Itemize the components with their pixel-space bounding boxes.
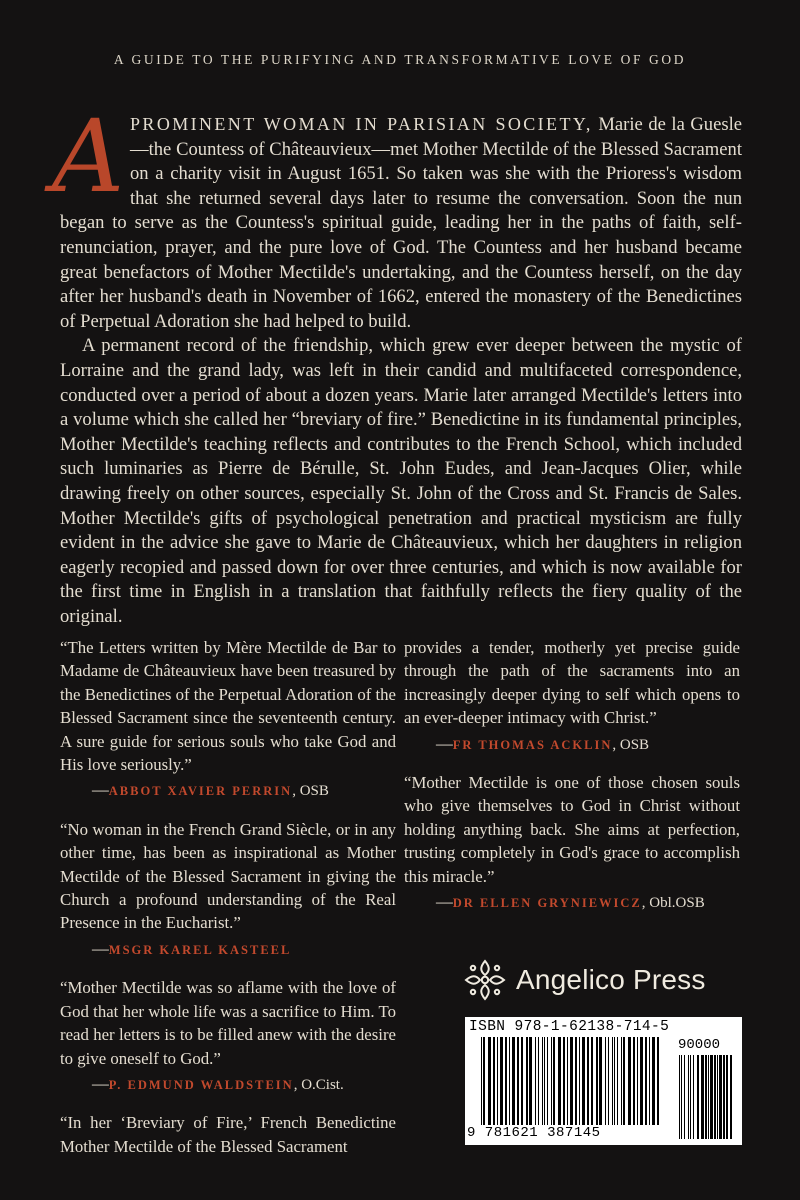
barcode-bar xyxy=(558,1037,561,1125)
barcode-bar xyxy=(640,1037,643,1125)
endorser-name: P. EDMUND WALDSTEIN xyxy=(108,1077,294,1092)
barcode-bar xyxy=(567,1037,568,1125)
endorsement-text: “No woman in the French Grand Siècle, or in any other time, has been as inspirational as Mother Mectilde of the Blessed Sacrament in giving the Church a profound understanding of the Real Presence in the Eucharist.” xyxy=(60,819,396,933)
endorser-suffix: , OSB xyxy=(612,736,650,753)
barcode-bar xyxy=(719,1055,722,1139)
endorser-name: DR ELLEN GRYNIEWICZ xyxy=(452,896,642,911)
barcode-bar xyxy=(726,1055,728,1139)
barcode-bar xyxy=(599,1037,602,1125)
barcode-bar xyxy=(553,1037,555,1125)
barcode-bar xyxy=(493,1037,495,1125)
barcode-bar xyxy=(575,1037,577,1125)
barcode-bar xyxy=(500,1037,503,1125)
barcode-bar xyxy=(684,1055,685,1139)
barcode-bar xyxy=(529,1037,532,1125)
barcode-bar xyxy=(526,1037,528,1125)
barcode-bar xyxy=(547,1037,548,1125)
endorsements-left-column xyxy=(60,636,396,1172)
barcode-bar xyxy=(596,1037,598,1125)
publisher-logo-block xyxy=(462,956,742,1004)
endorsement xyxy=(404,771,740,915)
endorser-suffix: , O.Cist. xyxy=(293,1076,344,1093)
barcode-bar xyxy=(633,1037,635,1125)
barcode-bar xyxy=(535,1037,536,1125)
endorsement xyxy=(60,976,396,1097)
barcode-bar xyxy=(542,1037,543,1125)
barcode-bar xyxy=(708,1055,709,1139)
barcode-bar xyxy=(705,1055,707,1139)
barcode-bar xyxy=(563,1037,565,1125)
barcode-bar xyxy=(717,1055,718,1139)
endorsement-attribution xyxy=(436,732,740,757)
attribution-dash: — xyxy=(92,1073,109,1093)
barcode-bar xyxy=(628,1037,631,1125)
barcode-bar xyxy=(688,1055,689,1139)
barcode-bar xyxy=(714,1055,716,1139)
blurb-paragraph-2: A permanent record of the friendship, which grew ever deeper between the mystic of Lorraine and the grand lady, was left in their candid and multifaceted correspondence, conducted over a period of about a dozen years. Marie later arranged Mectilde's letters into a volume which she called her “breviary of fire.” Benedictine in its fundamental principles, Mother Mectilde's teaching reflects and contributes to the French School, which included such luminaries as Pierre de Bérulle, St. John Eudes, and Jean-Jacques Olier, while drawing freely on other sources, especially St. John of the Cross and St. Francis de Sales. Mother Mectilde's gifts of psychological penetration and practical mysticism are fully evident in the advice she gave to Marie de Châteauvieux, which her daughters in religion eagerly recopied and passed down for over three centuries, and which is now available for the first time in English in a translation that faithfully reflects the fiery quality of the original. xyxy=(60,335,742,627)
barcode-bar xyxy=(614,1037,615,1125)
endorser-suffix: , Obl.OSB xyxy=(641,895,705,912)
barcode-bar xyxy=(723,1055,725,1139)
endorsement xyxy=(60,818,396,962)
barcode-bar xyxy=(679,1055,680,1139)
endorsement-attribution xyxy=(92,937,396,962)
publisher-name: Angelico Press xyxy=(516,964,706,995)
barcode-bar xyxy=(579,1037,580,1125)
barcode-bar xyxy=(512,1037,515,1125)
barcode-bar xyxy=(730,1055,732,1139)
barcode-bar xyxy=(690,1055,691,1139)
blurb xyxy=(52,98,742,629)
barcode-bar xyxy=(497,1037,498,1125)
endorsement-continued: “In her ‘Breviary of Fire,’ French Benedictine Mother Mectilde of the Blessed Sacrament xyxy=(60,1113,396,1156)
endorsement-text: provides a tender, motherly yet precise guide through the path of the sacraments into an increasingly deeper dying to self which opens to an ever-deeper intimacy with Christ.” xyxy=(404,638,740,728)
endorsement-text: “The Letters written by Mère Mectilde de Bar to Madame de Châteauvieux have been treasured by the Benedictines of the Perpetual Adoration of the Blessed Sacrament since the seventeenth century. A sure guide for serious souls who take God and His love seriously.” xyxy=(60,638,396,775)
barcode-bar xyxy=(591,1037,593,1125)
endorsement-text: “Mother Mectilde was so aflame with the love of God that her whole life was a sacrifice to Him. To read her letters is to be filled anew with the desire to give oneself to God.” xyxy=(60,978,396,1068)
barcode-bar xyxy=(710,1055,713,1139)
barcode-bar xyxy=(509,1037,510,1125)
barcode-bar xyxy=(608,1037,609,1125)
barcode-bar xyxy=(483,1037,485,1125)
endorsement-attribution xyxy=(92,1072,396,1097)
barcode-bar xyxy=(617,1037,618,1125)
barcode-bar xyxy=(652,1037,655,1125)
barcode-bar xyxy=(544,1037,545,1125)
barcode-bar xyxy=(645,1037,647,1125)
barcode-bar xyxy=(697,1055,699,1139)
barcode-bar xyxy=(623,1037,625,1125)
attribution-dash: — xyxy=(436,733,453,753)
barcode-bar xyxy=(701,1055,704,1139)
barcode-bar xyxy=(637,1037,638,1125)
endorsement-text: “Mother Mectilde is one of those chosen souls who give themselves to God in Christ without holding anything back. She aims at perfection, trusting completely in God's grace to accomplish this miracle.” xyxy=(404,773,740,886)
barcode-bar xyxy=(621,1037,622,1125)
barcode-bar xyxy=(612,1037,613,1125)
barcode-bar xyxy=(551,1037,552,1125)
cross-flower-icon xyxy=(462,957,508,1003)
barcode-bar xyxy=(649,1037,650,1125)
barcode-bar xyxy=(481,1037,482,1125)
barcode-bar xyxy=(681,1055,682,1139)
blurb-paragraph-1-text: Marie de la Guesle—the Countess of Châteauvieux—met Mother Mectilde of the Blessed Sacrament on a charity visit in August 1651. So taken was she with the Prioress's wisdom that she returned several days later to resume the conversation. Soon the nun began to serve as the Countess's spiritual guide, leading her in the paths of faith, self-renunciation, prayer, and the pure love of God. The Countess and her husband became great benefactors of Mother Mectilde's undertaking, and the Countess herself, on the day after her husband's death in November of 1662, entered the monastery of the Benedictines of Perpetual Adoration she had helped to build. xyxy=(60,114,742,332)
isbn-barcode xyxy=(465,1017,742,1145)
barcode-bar xyxy=(605,1037,606,1125)
barcode-bar xyxy=(538,1037,539,1125)
endorsements-right-column xyxy=(404,636,740,929)
attribution-dash: — xyxy=(92,780,109,800)
endorser-name: ABBOT XAVIER PERRIN xyxy=(108,784,293,799)
barcode-bar xyxy=(505,1037,507,1125)
barcode-bar xyxy=(570,1037,573,1125)
barcode-bar xyxy=(582,1037,585,1125)
attribution-dash: — xyxy=(92,938,109,958)
endorser-suffix: , OSB xyxy=(292,783,329,800)
barcode-bar xyxy=(488,1037,491,1125)
isbn-label: ISBN 978-1-62138-714-5 xyxy=(469,1019,670,1035)
blurb-paragraph-1 xyxy=(52,98,742,334)
endorsement-attribution xyxy=(436,890,740,915)
endorsement xyxy=(60,636,396,804)
endorsement-continuation xyxy=(404,636,740,757)
barcode-bar xyxy=(657,1037,659,1125)
barcode-bar xyxy=(587,1037,589,1125)
endorser-name: FR THOMAS ACKLIN xyxy=(452,737,613,752)
barcode-bar xyxy=(517,1037,519,1125)
drop-cap: A xyxy=(52,98,125,215)
attribution-dash: — xyxy=(436,892,453,912)
blurb-opening-caps: PROMINENT WOMAN IN PARISIAN SOCIETY, xyxy=(130,114,593,134)
ean-digits: 9 781621 387145 xyxy=(467,1125,601,1141)
isbn-addon-code: 90000 xyxy=(678,1037,721,1053)
endorsement-attribution xyxy=(92,778,396,803)
barcode-bar xyxy=(521,1037,523,1125)
barcode-bar xyxy=(693,1055,694,1139)
endorser-name: MSGR KAREL KASTEEL xyxy=(108,942,292,957)
tagline: A GUIDE TO THE PURIFYING AND TRANSFORMATIVE LOVE OF GOD xyxy=(113,52,687,67)
